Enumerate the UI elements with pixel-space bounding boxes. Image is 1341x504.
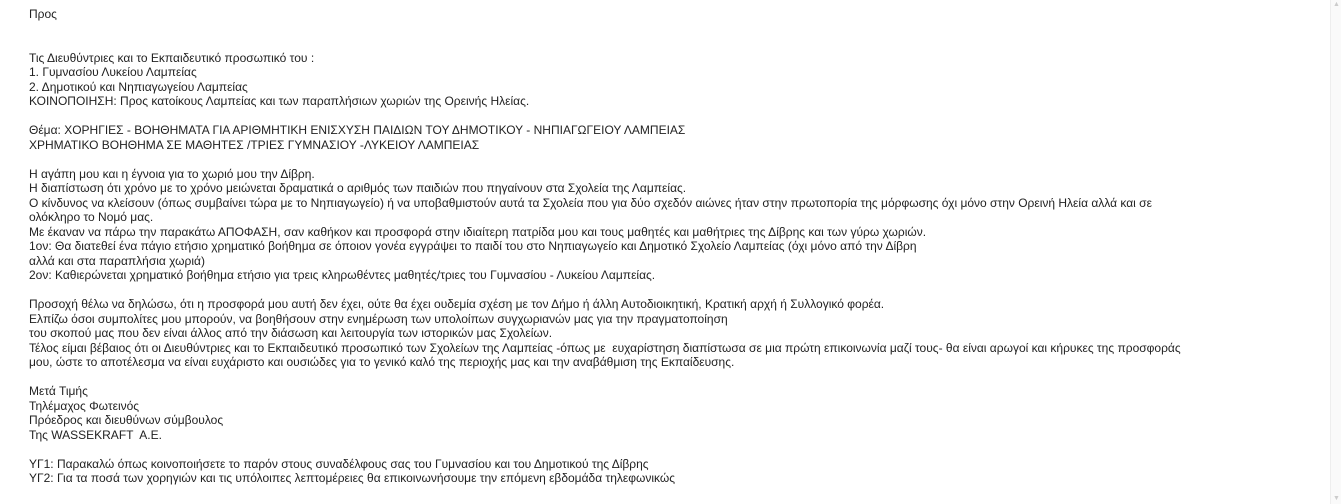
text-line: Με έκαναν να πάρω την παρακάτω ΑΠΟΦΑΣΗ, σαν καθήκον και προσφορά στην ιδιαίτερη πατρίδα μου και τους μαθητές και μαθήτριες της Δίβρης και των γύρω χωριών. [29,224,927,239]
text-line: Τηλέμαχος Φωτεινός [29,398,140,413]
blank-line [29,22,1319,37]
text-line: ΚΟΙΝΟΠΟΙΗΣΗ: Προς κατοίκους Λαμπείας και των παραπλήσιων χωριών της Ορεινής Ηλείας. [29,94,530,108]
text-line: 1ον: Θα διατεθεί ένα πάγιο ετήσιο χρηματικό βοήθημα σε όποιον γονέα εγγράψει το παιδί του στο Νηπιαγωγείο και Δημοτικό Σχολείο Λαμπείας (όχι μόνο από την Δίβρη [29,239,917,253]
text-line: ΧΡΗΜΑΤΙΚΟ ΒΟΗΘΗΜΑ ΣΕ ΜΑΘΗΤΕΣ /ΤΡΙΕΣ ΓΥΜΝΑΣΙΟΥ -ΛΥΚΕΙΟΥ ΛΑΜΠΕΙΑΣ [29,137,480,152]
text-line: ολόκληρο το Νομό μας. [29,210,154,224]
blank-line [29,442,1319,457]
text-line: Τέλος είμαι βέβαιος ότι οι Διευθύντριες και το Εκπαιδευτικό προσωπικό των Σχολείων της Λαμπείας -όπως με ευχαρίστηση διαπίστωσα σε μια πρώτη επικοινωνία μαζί τους- θα είναι αρωγοί και κήρυκες της προσφοράς [29,340,1181,355]
blank-line [29,109,1319,124]
message-body [29,7,1319,486]
text-line: Πρόεδρος και διευθύνων σύμβουλος [29,413,224,427]
text-line: 1. Γυμνασίου Λυκείου Λαμπείας [29,65,197,79]
text-line: Της WASSEKRAFT A.E. [29,427,162,442]
text-line: 2. Δημοτικού και Νηπιαγωγείου Λαμπείας [29,79,248,94]
text-line: του σκοπού μας που δεν είναι άλλος από την διάσωση και λειτουργία των ιστορικών μας Σχολείων. [29,326,553,340]
vertical-scrollbar[interactable] [1330,0,1341,504]
text-line: Ελπίζω όσοι συμπολίτες μου μπορούν, να βοηθήσουν στην ενημέρωση των υπολοίπων συγχωριανών μας για την πραγματοποίηση [29,311,728,326]
text-line: Η διαπίστωση ότι χρόνο με το χρόνο μειώνεται δραματικά ο αριθμός των παιδιών που πηγαίνουν στα Σχολεία της Λαμπείας. [29,181,687,195]
text-line: Προς [29,7,57,21]
text-line: μου, ώστε το αποτέλεσμα να είναι ευχάριστο και ουσιώδες για το γενικό καλό της περιοχής μας και την αναβάθμιση της Εκπαίδευσης. [29,355,735,369]
text-line: ΥΓ2: Για τα ποσά των χορηγιών και τις υπόλοιπες λεπτομέρειες θα επικοινωνήσουμε την επόμενη εβδομάδα τηλεφωνικώς [29,471,676,485]
scroll-down-arrow-icon[interactable]: ▼ [1333,495,1340,502]
text-line: αλλά και στα παραπλήσια χωριά) [29,253,205,268]
text-line: 2ον: Καθιερώνεται χρηματικό βοήθημα ετήσιο για τρεις κληρωθέντες μαθητές/τριες του Γυμνασίου - Λυκείου Λαμπείας. [29,268,656,282]
text-line: Προσοχή θέλω να δηλώσω, ότι η προσφορά μου αυτή δεν έχει, ούτε θα έχει ουδεμία σχέση με τον Δήμο ή άλλη Αυτοδιοικητική, Κρατική αρχή ή Συλλογικό φορέα. [29,297,885,311]
text-line: Ο κίνδυνος να κλείσουν (όπως συμβαίνει τώρα με το Νηπιαγωγείο) ή να υποβαθμιστούν αυτά τα Σχολεία που για δύο σχεδόν αιώνες ήταν στην πρωτοπορία της μόρφωσης όχι μόνο στην Ορεινή Ηλεία αλλά και σε [29,195,1152,210]
blank-line [29,152,1319,167]
scroll-up-arrow-icon[interactable]: ▲ [1333,1,1340,8]
blank-line [29,370,1319,385]
text-line: ΥΓ1: Παρακαλώ όπως κοινοποιήσετε το παρόν στους συναδέλφους σας του Γυμνασίου και του Δημοτικού της Δίβρης [29,456,649,471]
text-line: Η αγάπη μου και η έγνοια για το χωριό μου την Δίβρη. [29,166,315,181]
text-line: Θέμα: ΧΟΡΗΓΙΕΣ - ΒΟΗΘΗΜΑΤΑ ΓΙΑ ΑΡΙΘΜΗΤΙΚΗ ΕΝΙΣΧΥΣΗ ΠΑΙΔΙΩΝ ΤΟΥ ΔΗΜΟΤΙΚΟΥ - ΝΗΠΙΑΓΩΓΕΙΟΥ ΛΑΜΠΕΙΑΣ [29,123,686,137]
blank-line [29,36,1319,51]
text-line: Τις Διευθύντριες και το Εκπαιδευτικό προσωπικό του : [29,50,315,65]
blank-line [29,283,1319,298]
text-line: Μετά Τιμής [29,384,88,398]
